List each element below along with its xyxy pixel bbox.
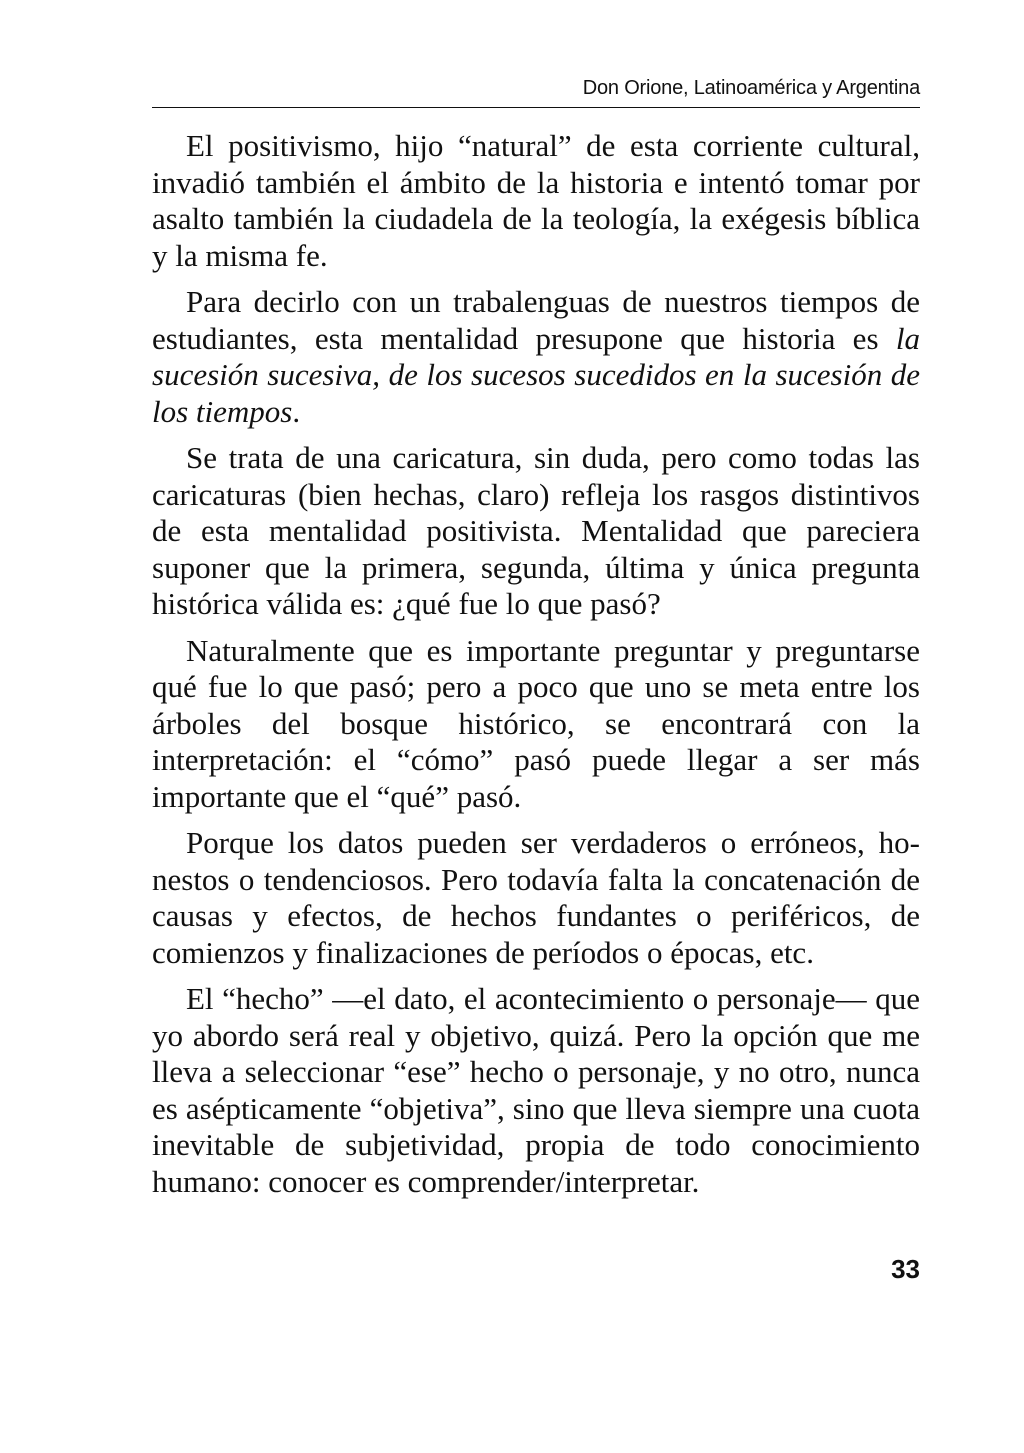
paragraph-2-text-after: .: [292, 393, 301, 429]
paragraph-4: Naturalmente que es importante preguntar y preguntarse qué fue lo que pasó; pero a poco que uno se meta entre los árboles del bosque histórico, se encontrará con la interpretación: el “cómo” pasó puede llegar a ser más importante que el “qué” pasó.: [152, 632, 920, 814]
paragraph-2: [152, 284, 920, 430]
paragraph-6: El “hecho” —el dato, el acontecimiento o personaje— que yo abordo será real y objetivo, quizá. Pero la opción que me lleva a seleccionar “ese” hecho o personaje, y no otro, nunca es asépticamente “objetiva”, sino que lleva siempre una cuota inevitable de subjetividad, propia de todo conocimiento humano: conocer es comprender/interpretar.: [152, 981, 920, 1199]
paragraph-2-italic-phrase: la sucesión sucesiva, de los sucesos sucedidos en la sucesión de los tiempos: [152, 320, 920, 429]
paragraph-5: Porque los datos pueden ser verdaderos o erróneos, honestos o tendenciosos. Pero todavía falta la concatenación de causas y efectos, de hechos fundantes o periféricos, de comienzos y finalizaciones de períodos o épocas, etc.: [152, 825, 920, 970]
body-text: [152, 128, 920, 1200]
running-header: Don Orione, Latinoamérica y Argentina: [582, 77, 920, 99]
header-rule: [152, 107, 920, 108]
paragraph-3: Se trata de una caricatura, sin duda, pero como todas las caricaturas (bien hechas, claro) refleja los rasgos distintivos de esta mentalidad positivista. Mentalidad que pareciera suponer que la primera, segunda, última y única pregunta histórica válida es: ¿qué fue lo que pasó?: [152, 440, 920, 621]
paragraph-1: El positivismo, hijo “natural” de esta corriente cultural, invadió también el ámbito de la historia e intentó tomar por asalto también la ciudadela de la teología, la exégesis bíblica y la misma fe.: [152, 128, 920, 273]
paragraph-2-text-before: Para decirlo con un trabalenguas de nuestros tiempos de estudiantes, esta mentalidad presupone que historia es: [152, 284, 920, 356]
page-number: 33: [891, 1254, 920, 1284]
